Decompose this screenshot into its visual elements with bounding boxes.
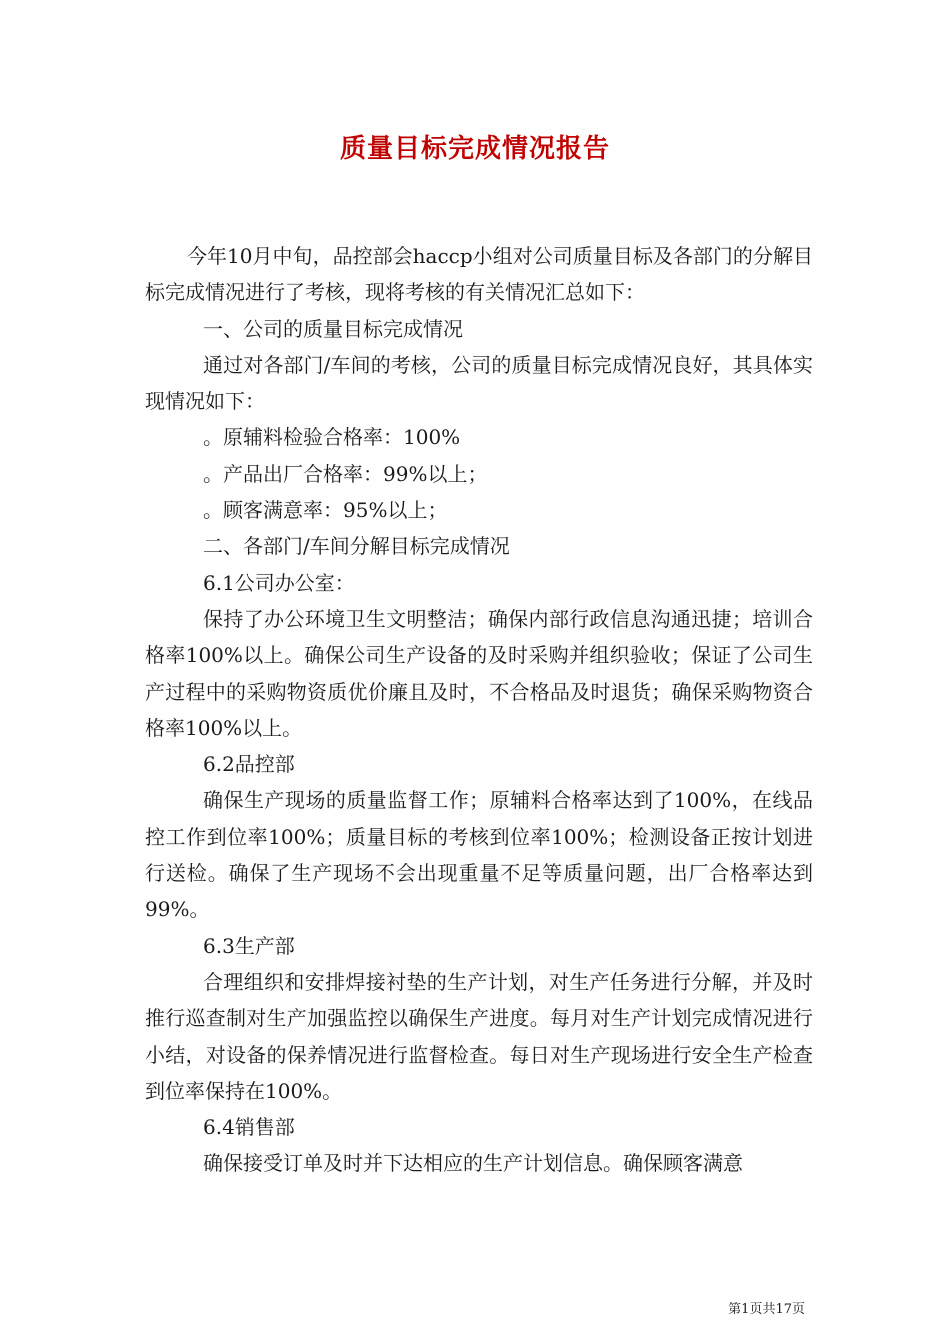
document-body bbox=[145, 238, 813, 1182]
paragraph-sales: 确保接受订单及时并下达相应的生产计划信息。确保顾客满意 bbox=[203, 1151, 743, 1176]
list-item-customer-satisfaction: 。顾客满意率：95%以上； bbox=[203, 498, 448, 523]
paragraph-quality-control: 确保生产现场的质量监督工作；原辅料合格率达到了100%，在线品控工作到位率100%；质量目标的考核到位率100%；检测设备正按计划进行送检。确保了生产现场不会出现重量不足等质量问题，出厂合格率达到99%。 bbox=[145, 788, 813, 922]
document-title: 质量目标完成情况报告 bbox=[339, 134, 610, 164]
paragraph-office: 保持了办公环境卫生文明整洁；确保内部行政信息沟通迅捷；培训合格率100%以上。确保公司生产设备的及时采购并组织验收；保证了公司生产过程中的采购物资质优价廉且及时，不合格品及时退货；确保采购物资合格率100%以上。 bbox=[145, 606, 813, 740]
heading-quality-control: 6.2品控部 bbox=[203, 752, 295, 777]
heading-sales: 6.4销售部 bbox=[203, 1115, 295, 1140]
heading-office: 6.1公司办公室： bbox=[203, 570, 355, 595]
paragraph-section-1: 通过对各部门/车间的考核，公司的质量目标完成情况良好，其具体实现情况如下： bbox=[145, 352, 813, 414]
heading-section-2: 二、各部门/车间分解目标完成情况 bbox=[203, 534, 510, 559]
list-item-product-pass: 。产品出厂合格率：99%以上； bbox=[203, 461, 488, 486]
list-item-raw-material: 。原辅料检验合格率：100% bbox=[203, 425, 461, 450]
heading-section-1: 一、公司的质量目标完成情况 bbox=[203, 316, 463, 341]
paragraph-intro: 今年10月中旬，品控部会haccp小组对公司质量目标及各部门的分解目标完成情况进行了考核，现将考核的有关情况汇总如下： bbox=[145, 244, 813, 305]
page-number: 第1页共17页 bbox=[728, 1302, 805, 1317]
heading-production: 6.3生产部 bbox=[203, 933, 295, 958]
paragraph-production: 合理组织和安排焊接衬垫的生产计划，对生产任务进行分解，并及时推行巡查制对生产加强监控以确保生产进度。每月对生产计划完成情况进行小结，对设备的保养情况进行监督检查。每日对生产现场进行安全生产检查到位率保持在100%。 bbox=[145, 969, 813, 1103]
